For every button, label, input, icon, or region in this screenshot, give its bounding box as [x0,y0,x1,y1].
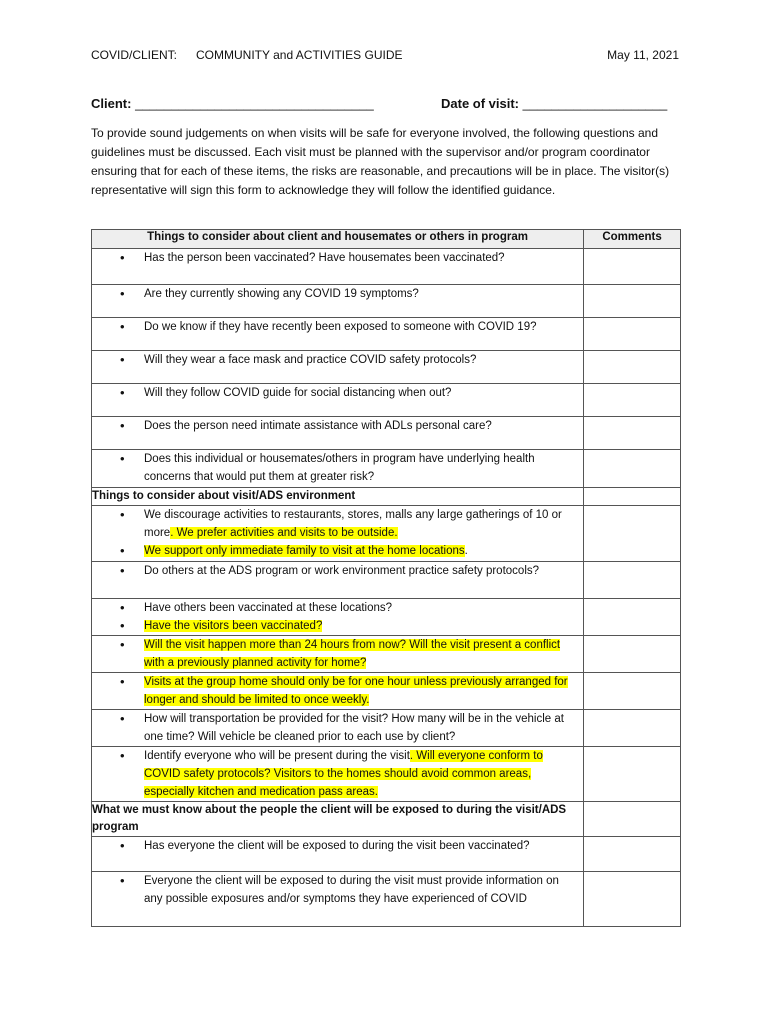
comments-heading: Comments [584,230,681,249]
comment-cell[interactable] [584,506,681,562]
table-row [92,837,681,872]
client-blank-line[interactable]: _________________________________ [135,96,374,111]
highlighted-text: Have the visitors been vaccinated? [144,620,323,632]
list-item: • Are they currently showing any COVID 19 symptoms? [92,285,583,303]
section2-heading-row [92,488,681,506]
list-item [92,506,583,542]
table-row [92,872,681,927]
table-row [92,636,681,673]
list-item: • Does the person need intimate assistance with ADLs personal care? [92,417,583,435]
comment-cell[interactable] [584,802,681,837]
table-header-row [92,230,681,249]
list-item: • Do we know if they have recently been exposed to someone with COVID 19? [92,318,583,336]
section2-heading: Things to consider about visit/ADS environment [92,488,584,506]
list-item: • Will they follow COVID guide for social distancing when out? [92,384,583,402]
comment-cell[interactable] [584,872,681,927]
table-row [92,318,681,351]
list-item [92,747,583,801]
client-field[interactable] [91,96,374,111]
table-row [92,562,681,599]
comment-cell[interactable] [584,636,681,673]
list-item [92,542,583,560]
comment-cell[interactable] [584,285,681,318]
comment-cell[interactable] [584,351,681,384]
list-item: • Will they wear a face mask and practice COVID safety protocols? [92,351,583,369]
date-of-visit-label: Date of visit: [441,96,520,111]
comment-cell[interactable] [584,249,681,285]
comment-cell[interactable] [584,562,681,599]
list-item: • Do others at the ADS program or work environment practice safety protocols? [92,562,583,580]
header-date: May 11, 2021 [607,48,679,62]
table-row [92,351,681,384]
table-row [92,599,681,636]
header-label: COVID/CLIENT: [91,48,178,62]
comment-cell[interactable] [584,488,681,506]
list-item [92,617,583,635]
table-row [92,417,681,450]
item-text: We discourage activities to restaurants, stores, malls any large gatherings of 10 or more [144,509,562,539]
comment-cell[interactable] [584,837,681,872]
table-row [92,673,681,710]
comment-cell[interactable] [584,318,681,351]
table-row [92,506,681,562]
comment-cell[interactable] [584,710,681,747]
list-item [92,636,583,672]
comment-cell[interactable] [584,384,681,417]
section3-heading-row [92,802,681,837]
header-title: COMMUNITY and ACTIVITIES GUIDE [196,48,403,62]
table-row [92,710,681,747]
guide-table [91,229,681,927]
list-item: • How will transportation be provided for the visit? How many will be in the vehicle at one time? Will vehicle be cleaned prior to each use by client? [92,710,583,746]
table-row [92,285,681,318]
table-row [92,747,681,802]
highlighted-text: Will the visit happen more than 24 hours from now? Will the visit present a conflict with a previously planned activity for home? [144,639,561,669]
comment-cell[interactable] [584,673,681,710]
list-item: • Has the person been vaccinated? Have housemates been vaccinated? [92,249,583,267]
table-row [92,249,681,285]
table-row [92,384,681,417]
table-row [92,450,681,488]
list-item: • Everyone the client will be exposed to during the visit must provide information on any possible exposures and/or symptoms they have experienced of COVID [92,872,583,908]
comment-cell[interactable] [584,450,681,488]
date-of-visit-field[interactable] [441,96,667,111]
section3-heading: What we must know about the people the client will be exposed to during the visit/ADS program [92,802,584,837]
highlighted-text: Visits at the group home should only be for one hour unless previously arranged for longer and should be limited to once weekly. [144,676,568,706]
comment-cell[interactable] [584,747,681,802]
comment-cell[interactable] [584,417,681,450]
client-label: Client: [91,96,132,111]
list-item [92,673,583,709]
highlighted-text: . Will everyone conform to COVID safety protocols? Visitors to the homes should avoid common areas, especially kitchen and medication pass areas. [144,750,543,798]
list-item: • Have others been vaccinated at these locations? [92,599,583,617]
highlighted-text: We support only immediate family to visit at the home locations [144,545,465,557]
item-text: . [464,545,468,557]
section1-heading: Things to consider about client and housemates or others in program [147,231,528,243]
list-item: • Has everyone the client will be exposed to during the visit been vaccinated? [92,837,583,855]
list-item: • Does this individual or housemates/others in program have underlying health concerns that would put them at greater risk? [92,450,583,486]
intro-paragraph: To provide sound judgements on when visits will be safe for everyone involved, the following questions and guidelines must be discussed. Each visit must be planned with the supervisor and/or program coordinator ensuring that for each of these items, the risks are reasonable, and precautions will be in place. The visitor(s) representative will sign this form to acknowledge they will follow the identified guidance. [91,126,670,197]
comment-cell[interactable] [584,599,681,636]
highlighted-text: . We prefer activities and visits to be outside. [170,527,398,539]
item-text: Identify everyone who will be present during the visit [144,750,410,762]
date-of-visit-blank-line[interactable]: ____________________ [522,96,668,111]
